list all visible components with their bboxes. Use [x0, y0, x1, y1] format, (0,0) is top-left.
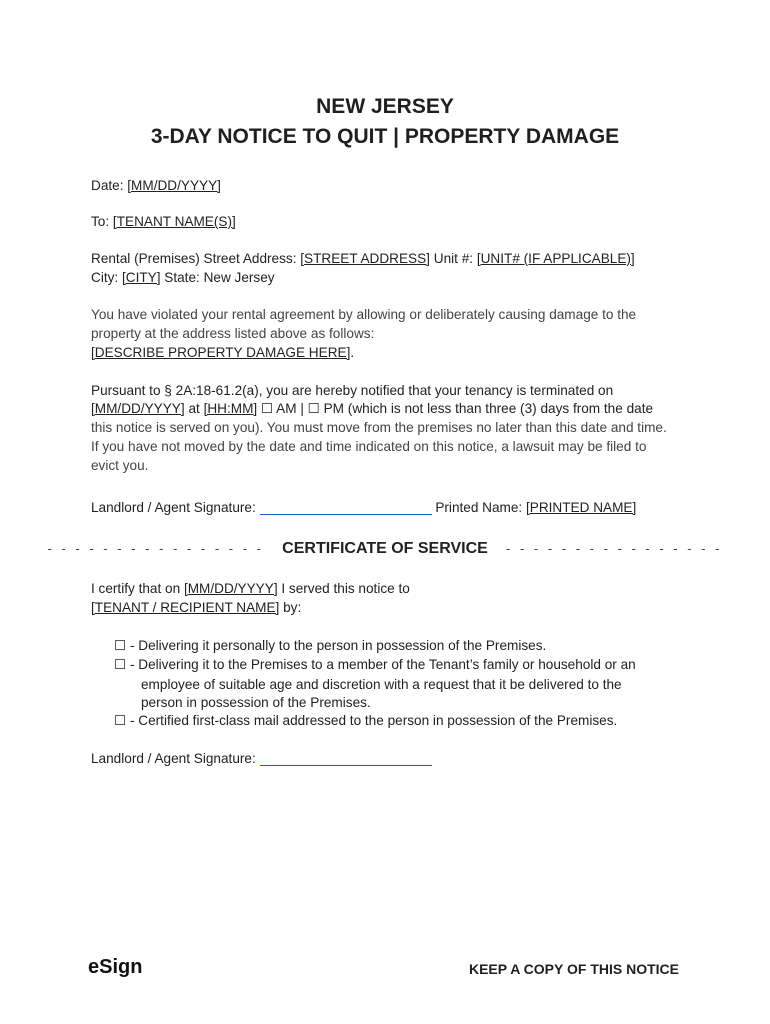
termination-date-field[interactable]: [MM/DD/YYYY]	[91, 401, 185, 416]
certificate-signature-label: Landlord / Agent Signature:	[91, 751, 256, 766]
property-damage-field[interactable]: [DESCRIBE PROPERTY DAMAGE HERE]	[91, 345, 351, 360]
city-label: City:	[91, 270, 119, 285]
notice-line5: evict you.	[91, 458, 149, 473]
address-line	[91, 251, 635, 266]
document-title-state: NEW JERSEY	[316, 95, 454, 118]
violation-text-line1: You have violated your rental agreement by allowing or deliberately causing damage to the	[91, 307, 637, 322]
notice-line1: Pursuant to § 2A:18-61.2(a), you are hereby notified that your tenancy is terminated on	[91, 383, 614, 398]
recipient-line	[91, 600, 301, 615]
served-text: I served this notice to	[281, 581, 410, 596]
tenant-name-field[interactable]: [TENANT NAME(S)]	[112, 214, 236, 229]
certificate-heading: CERTIFICATE OF SERVICE	[282, 540, 488, 557]
service-option-personal[interactable]: ☐ - Delivering it personally to the person in possession of the Premises.	[114, 638, 547, 653]
am-pm-text[interactable]: ☐ AM | ☐ PM (which is not less than three (3) days from the date	[260, 401, 654, 416]
street-address-field[interactable]: [STREET ADDRESS]	[300, 251, 430, 266]
certificate-signature-field[interactable]	[260, 751, 432, 766]
landlord-signature-label: Landlord / Agent Signature:	[91, 500, 256, 515]
notice-line2	[91, 401, 653, 417]
notice-line4: If you have not moved by the date and time indicated on this notice, a lawsuit may be filed to	[91, 439, 647, 454]
certify-line	[91, 581, 410, 596]
city-state-line	[91, 270, 275, 285]
city-field[interactable]: [CITY]	[121, 270, 161, 285]
to-label: To:	[91, 214, 110, 229]
date-label: Date:	[91, 178, 124, 193]
violation-text-line2: property at the address listed above as follows:	[91, 326, 375, 341]
printed-name-field[interactable]: [PRINTED NAME]	[526, 500, 637, 515]
service-option-family-line2: employee of suitable age and discretion with a request that it be delivered to the	[141, 677, 622, 692]
esign-logo: eSign	[88, 956, 143, 978]
address-label: Rental (Premises) Street Address:	[91, 251, 297, 266]
damage-line	[91, 345, 354, 360]
notice-line3: this notice is served on you). You must move from the premises no later than this date and time.	[91, 420, 667, 435]
unit-label: Unit #:	[433, 251, 474, 266]
right-dashes: - - - - - - - - - - - - - - - -	[506, 541, 723, 556]
to-line	[91, 214, 236, 229]
termination-time-field[interactable]: [HH:MM]	[203, 401, 258, 416]
date-line	[91, 178, 221, 193]
service-option-family[interactable]: ☐ - Delivering it to the Premises to a member of the Tenant’s family or household or an	[114, 657, 636, 672]
date-field[interactable]: [MM/DD/YYYY]	[127, 178, 221, 193]
landlord-signature-field[interactable]	[260, 500, 432, 515]
certificate-heading-row	[0, 540, 770, 558]
left-dashes: - - - - - - - - - - - - - - - -	[47, 541, 264, 556]
damage-period: .	[350, 345, 355, 360]
certify-text: I certify that on	[91, 581, 181, 596]
unit-field[interactable]: [UNIT# (IF APPLICABLE)]	[476, 251, 635, 266]
recipient-name-field[interactable]: [TENANT / RECIPIENT NAME]	[91, 600, 280, 615]
keep-copy-note: KEEP A COPY OF THIS NOTICE	[468, 961, 679, 977]
certificate-signature-line	[91, 751, 432, 766]
document-title: 3-DAY NOTICE TO QUIT | PROPERTY DAMAGE	[150, 125, 620, 148]
printed-name-label: Printed Name:	[435, 500, 523, 515]
service-date-field[interactable]: [MM/DD/YYYY]	[183, 581, 278, 596]
by-text: by:	[283, 600, 302, 615]
service-option-mail[interactable]: ☐ - Certified first-class mail addressed to the person in possession of the Premises.	[114, 713, 618, 728]
at-text: at	[188, 401, 200, 416]
signature-line	[91, 500, 636, 515]
service-option-family-line3: person in possession of the Premises.	[141, 695, 371, 710]
state-text: State: New Jersey	[164, 270, 275, 285]
